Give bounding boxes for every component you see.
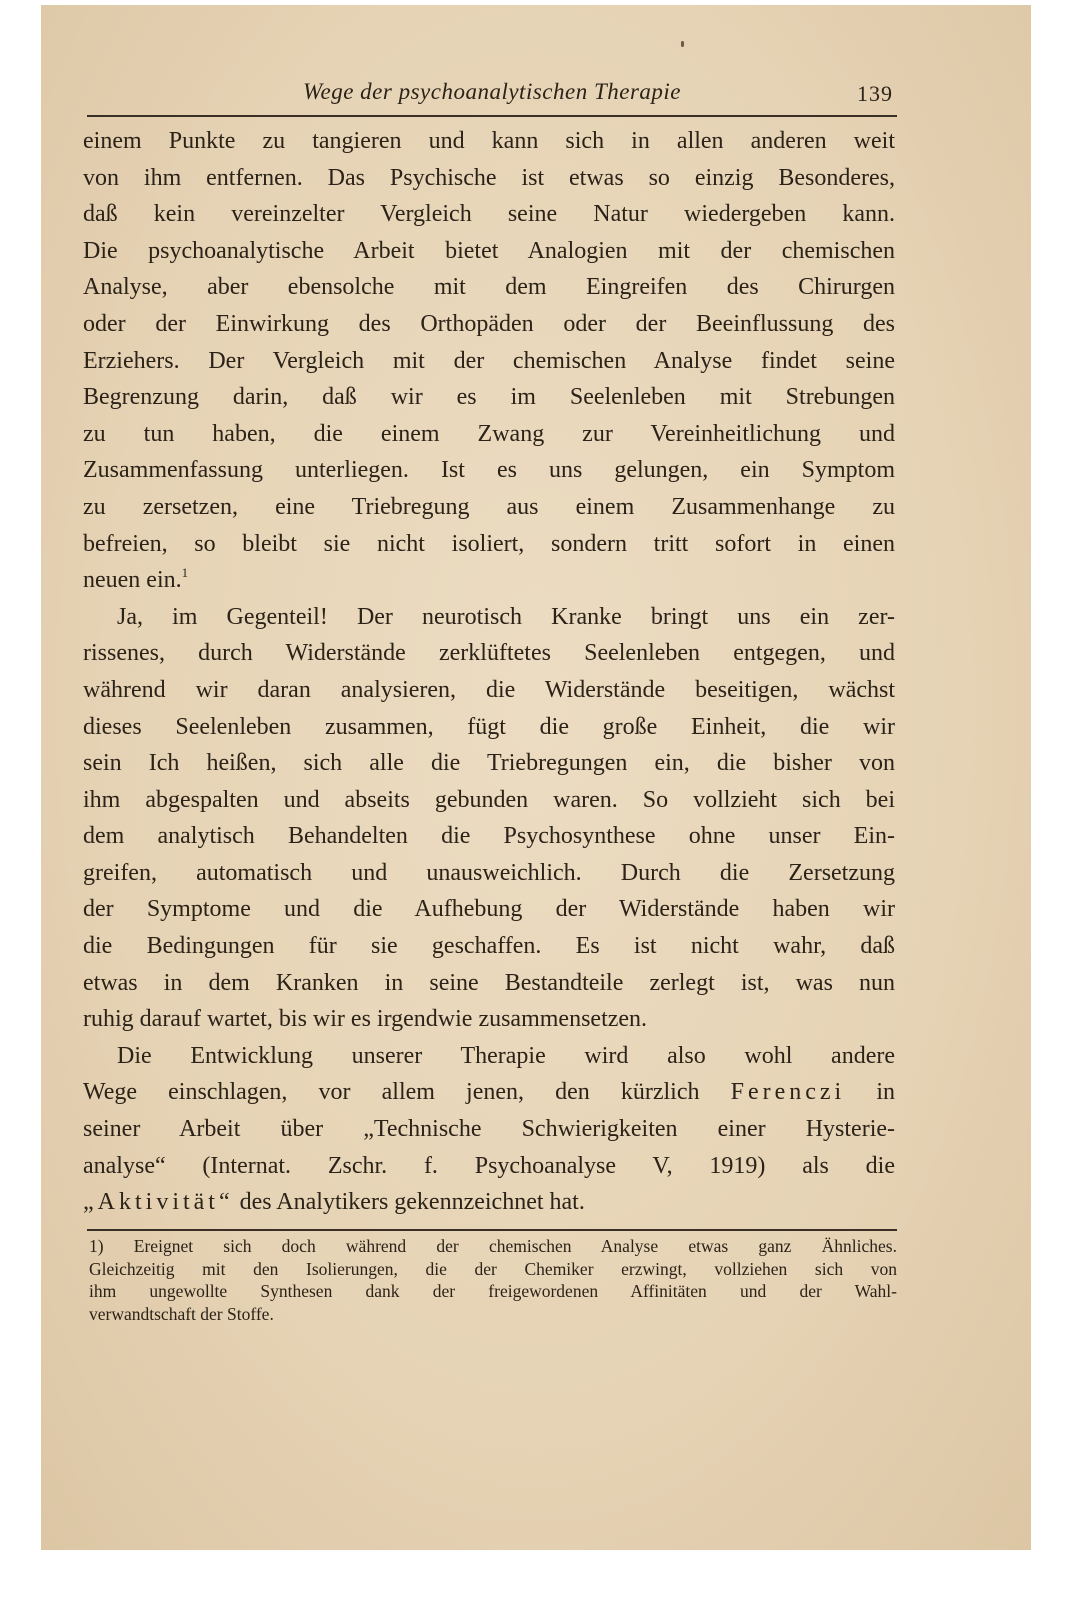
text-line: während wir daran analysieren, die Widerstände beseitigen, wächst <box>83 676 895 703</box>
text-line: daß kein vereinzelter Vergleich seine Natur wiedergeben kann. <box>83 201 895 228</box>
text-line: oder der Einwirkung des Orthopäden oder der Beeinflussung des <box>83 310 895 337</box>
text-line <box>83 562 895 599</box>
text-line: analyse“ (Internat. Zschr. f. Psychoanalyse V, 1919) als die <box>83 1152 895 1179</box>
text-line: Begrenzung darin, daß wir es im Seelenleben mit Strebungen <box>83 384 895 411</box>
text-line: ihm abgespalten und abseits gebunden waren. So vollzieht sich bei <box>83 786 895 813</box>
text-line <box>83 1184 895 1221</box>
author-name-spaced: Ferenczi <box>730 1079 846 1106</box>
text-line: Erziehers. Der Vergleich mit der chemischen Analyse findet seine <box>83 347 895 374</box>
footnotes <box>89 1235 897 1325</box>
text-line: Die Entwicklung unserer Therapie wird also wohl andere <box>117 1042 895 1069</box>
text-line: etwas in dem Kranken in seine Bestandteile zerlegt ist, was nun <box>83 969 895 996</box>
text-line-after: des Analytikers gekennzeichnet hat. <box>239 1189 585 1216</box>
footnote-line: ihm ungewollte Synthesen dank der freigewordenen Affinitäten und der Wahl- <box>89 1281 897 1301</box>
text-line-before: Wege einschlagen, vor allem jenen, den kürzlich <box>83 1079 700 1106</box>
footnote-line: verwandtschaft der Stoffe. <box>89 1303 274 1324</box>
text-line: dem analytisch Behandelten die Psychosynthese ohne unser Ein- <box>83 823 895 850</box>
text-line: Ja, im Gegenteil! Der neurotisch Kranke bringt uns ein zer- <box>117 603 895 630</box>
text-line: Zusammenfassung unterliegen. Ist es uns gelungen, ein Symptom <box>83 457 895 484</box>
text-line: zu zersetzen, eine Triebregung aus einem Zusammenhange zu <box>83 493 895 520</box>
text-line: Analyse, aber ebensolche mit dem Eingreifen des Chirurgen <box>83 274 895 301</box>
text-line: zu tun haben, die einem Zwang zur Vereinheitlichung und <box>83 420 895 447</box>
running-title: Wege der psychoanalytischen Therapie <box>302 79 682 104</box>
text-line: rissenes, durch Widerstände zerklüftetes Seelenleben entgegen, und <box>83 640 895 667</box>
text-line: die Bedingungen für sie geschaffen. Es ist nicht wahr, daß <box>83 933 895 960</box>
text-line: der Symptome und die Aufhebung der Widerstände haben wir <box>83 896 895 923</box>
text-line-content: neuen ein. <box>83 567 182 594</box>
text-line: seiner Arbeit über „Technische Schwierigkeiten einer Hysterie- <box>83 1116 895 1143</box>
text-line: befreien, so bleibt sie nicht isoliert, sondern tritt sofort in einen <box>83 530 895 557</box>
footnote-reference: 1 <box>181 565 189 581</box>
text-line: greifen, automatisch und unausweichlich. Durch die Zersetzung <box>83 859 895 886</box>
term-spaced: „Aktivität“ <box>83 1189 234 1216</box>
body-text <box>83 123 895 1221</box>
text-line: ruhig darauf wartet, bis wir es irgendwie zusammensetzen. <box>83 1006 648 1033</box>
text-line <box>83 1074 895 1111</box>
page-number: 139 <box>857 81 893 106</box>
text-line: Die psychoanalytische Arbeit bietet Analogien mit der chemischen <box>83 237 895 264</box>
text-line: von ihm entfernen. Das Psychische ist etwas so einzig Besonderes, <box>83 164 895 191</box>
text-line: einem Punkte zu tangieren und kann sich in allen anderen weit <box>83 128 895 154</box>
footnote-rule <box>87 1229 897 1231</box>
ink-speck <box>681 41 684 47</box>
footnote-line: 1) Ereignet sich doch während der chemischen Analyse etwas ganz Ähnliches. <box>89 1236 897 1256</box>
text-line-after: in <box>876 1079 896 1106</box>
running-head <box>87 75 897 117</box>
footnote-line: Gleichzeitig mit den Isolierungen, die der Chemiker erzwingt, vollziehen sich von <box>89 1258 897 1279</box>
text-line: sein Ich heißen, sich alle die Triebregungen ein, die bisher von <box>83 750 895 777</box>
book-page <box>41 5 1031 1550</box>
text-line: dieses Seelenleben zusammen, fügt die große Einheit, die wir <box>83 713 895 740</box>
